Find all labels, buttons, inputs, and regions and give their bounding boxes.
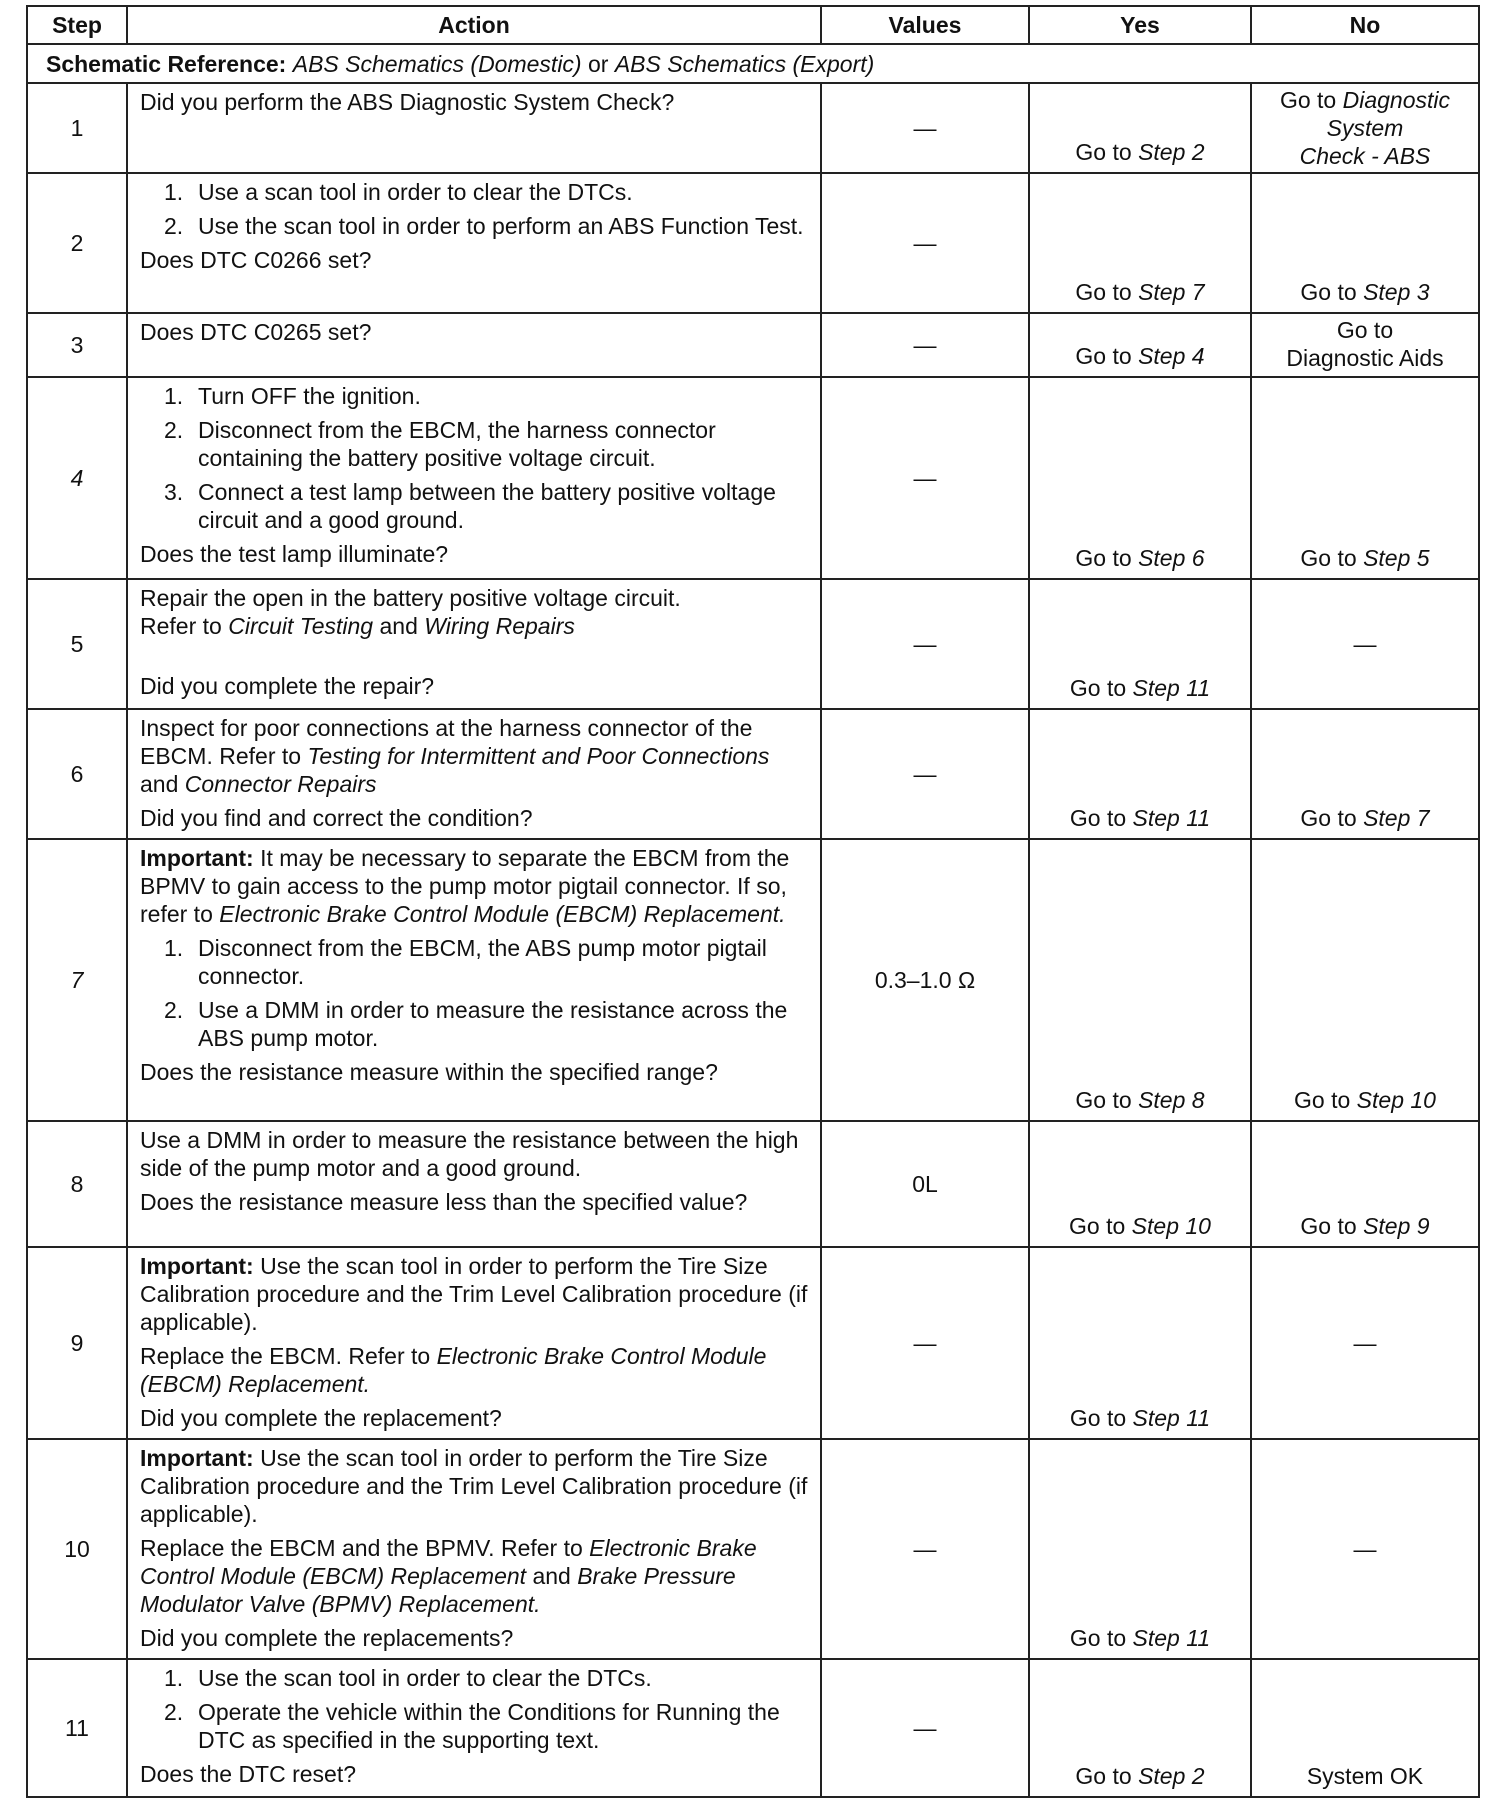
values-cell: —: [821, 83, 1029, 173]
no-step-link[interactable]: Step 5: [1363, 545, 1430, 571]
no-go-to: Go to: [1336, 317, 1394, 343]
no-cell: [1251, 83, 1479, 173]
table-row-step-3: [27, 313, 1479, 377]
yes-cell: [1029, 1439, 1251, 1659]
go-to-label: Go to: [1075, 1087, 1132, 1113]
go-to-label: Go to: [1294, 1087, 1351, 1113]
header-no: No: [1251, 6, 1479, 44]
action-question: Did you complete the replacement?: [140, 1405, 502, 1431]
yes-step-link[interactable]: Step 10: [1131, 1213, 1211, 1239]
no-cell: [1251, 313, 1479, 377]
action-question: Does the resistance measure within the specified range?: [140, 1059, 718, 1085]
step-number: 7: [27, 839, 127, 1121]
no-cell: —: [1251, 579, 1479, 709]
list-item: 1. Use the scan tool in order to clear the DTCs.: [164, 1665, 652, 1691]
action-text: Use a DMM in order to measure the resistance between the high side of the pump motor and a good ground.: [140, 1127, 799, 1181]
no-cell: [1251, 1121, 1479, 1247]
no-step-link[interactable]: Step 7: [1363, 805, 1430, 831]
yes-step-link[interactable]: Step 2: [1138, 1763, 1205, 1789]
link-ebcm-replacement[interactable]: Electronic Brake Control Module (EBCM) Replacement.: [219, 901, 786, 927]
important-label: Important:: [140, 1253, 254, 1279]
step-number: 5: [27, 579, 127, 709]
link-ebcm-replacement[interactable]: Electronic Brake Control Module (EBCM) Replacement: [140, 1535, 757, 1589]
table-row-step-9: [27, 1247, 1479, 1439]
action-question: Did you perform the ABS Diagnostic System Check?: [140, 89, 675, 115]
values-cell: —: [821, 313, 1029, 377]
values-cell: —: [821, 579, 1029, 709]
action-text: Replace the EBCM. Refer to Electronic Brake Control Module (EBCM) Replacement.: [140, 1343, 767, 1397]
go-to-label: Go to: [1300, 805, 1357, 831]
yes-cell: [1029, 1121, 1251, 1247]
yes-cell: [1029, 173, 1251, 313]
header-action: Action: [127, 6, 821, 44]
table-row-step-7: [27, 839, 1479, 1121]
step-number: 3: [27, 313, 127, 377]
no-link-line-2[interactable]: System: [1326, 115, 1404, 141]
values-cell: 0.3–1.0 Ω: [821, 839, 1029, 1121]
schematic-link-export[interactable]: ABS Schematics (Export): [614, 50, 875, 77]
step-number: 4: [27, 377, 127, 579]
yes-cell: [1029, 1659, 1251, 1797]
table-row-step-1: [27, 83, 1479, 173]
go-to-label: Go to: [1075, 279, 1132, 305]
step-number: 9: [27, 1247, 127, 1439]
action-cell: [127, 377, 821, 579]
action-question: Does the resistance measure less than the specified value?: [140, 1189, 748, 1215]
important-note: Important: It may be necessary to separate the EBCM from the BPMV to gain access to the pump motor pigtail connector. If so, refer to Electronic Brake Control Module (EBCM) Replacement.: [140, 845, 790, 927]
values-cell: —: [821, 173, 1029, 313]
yes-step-link[interactable]: Step 7: [1138, 279, 1205, 305]
go-to-label: Go to: [1279, 87, 1337, 113]
action-cell: [127, 1247, 821, 1439]
important-label: Important:: [140, 845, 254, 871]
diagnostic-table-document: [26, 5, 1478, 1798]
action-text: Repair the open in the battery positive voltage circuit.: [140, 585, 681, 611]
yes-cell: [1029, 83, 1251, 173]
action-list: [140, 178, 810, 240]
diagnostic-table: [26, 5, 1480, 1798]
list-item: 2. Use the scan tool in order to perform an ABS Function Test.: [164, 213, 804, 239]
go-to-label: Go to: [1300, 1213, 1357, 1239]
list-item: 3. Connect a test lamp between the battery positive voltage circuit and a good ground.: [164, 479, 776, 533]
link-testing-intermittent[interactable]: Testing for Intermittent and Poor Connections: [307, 743, 770, 769]
important-note: Important: Use the scan tool in order to perform the Tire Size Calibration procedure and the Trim Level Calibration procedure (if applicable).: [140, 1445, 808, 1527]
action-cell: [127, 1121, 821, 1247]
action-question: Did you complete the replacements?: [140, 1625, 514, 1651]
no-cell: System OK: [1251, 1659, 1479, 1797]
action-question: Does DTC C0265 set?: [140, 319, 372, 345]
values-cell: 0L: [821, 1121, 1029, 1247]
link-bpmv-replacement[interactable]: Brake Pressure Modulator Valve (BPMV) Replacement.: [140, 1563, 736, 1617]
yes-step-link[interactable]: Step 4: [1138, 343, 1205, 369]
yes-step-link[interactable]: Step 6: [1138, 545, 1205, 571]
no-cell: [1251, 709, 1479, 839]
action-cell: [127, 313, 821, 377]
action-question: Did you find and correct the condition?: [140, 805, 533, 831]
go-to-label: Go to: [1300, 545, 1357, 571]
yes-step-link[interactable]: Step 11: [1132, 675, 1211, 701]
table-row-step-11: [27, 1659, 1479, 1797]
yes-cell: [1029, 709, 1251, 839]
no-link-diagnostic-system-check[interactable]: Diagnostic: [1342, 87, 1451, 113]
go-to-label: Go to: [1069, 675, 1127, 701]
go-to-label: Go to: [1075, 343, 1132, 369]
yes-cell: [1029, 313, 1251, 377]
table-row-step-2: [27, 173, 1479, 313]
go-to-label: Go to: [1069, 805, 1127, 831]
action-text: Replace the EBCM and the BPMV. Refer to Electronic Brake Control Module (EBCM) Replacement and Brake Pressure Modulator Valve (BPMV) Replacement.: [140, 1535, 757, 1617]
step-number: 2: [27, 173, 127, 313]
yes-step-link[interactable]: Step 2: [1138, 139, 1205, 165]
action-question: Did you complete the repair?: [140, 673, 435, 699]
yes-step-link[interactable]: Step 11: [1132, 805, 1211, 831]
action-question: Does the DTC reset?: [140, 1761, 357, 1787]
step-number: 6: [27, 709, 127, 839]
list-item: 1. Disconnect from the EBCM, the ABS pump motor pigtail connector.: [164, 935, 767, 989]
step-number: 1: [27, 83, 127, 173]
go-to-label: Go to: [1300, 279, 1357, 305]
action-cell: [127, 173, 821, 313]
action-list: [140, 1664, 810, 1754]
no-step-link[interactable]: Step 3: [1363, 279, 1430, 305]
yes-step-link[interactable]: Step 8: [1138, 1087, 1205, 1113]
header-row: [27, 6, 1479, 44]
list-item: 2. Operate the vehicle within the Conditions for Running the DTC as specified in the supporting text.: [164, 1699, 780, 1753]
values-cell: —: [821, 377, 1029, 579]
schematic-or: or: [587, 50, 609, 77]
yes-step-link[interactable]: Step 11: [1132, 1625, 1211, 1651]
yes-step-link[interactable]: Step 11: [1132, 1405, 1211, 1431]
action-text-refer: Refer to Circuit Testing and Wiring Repairs: [140, 613, 575, 639]
schematic-reference: [27, 44, 1479, 83]
table-row-step-10: [27, 1439, 1479, 1659]
no-cell: [1251, 173, 1479, 313]
action-list: [140, 934, 810, 1052]
link-ebcm-replacement[interactable]: Electronic Brake Control Module (EBCM) Replacement.: [140, 1343, 767, 1397]
no-cell: —: [1251, 1439, 1479, 1659]
yes-cell: [1029, 579, 1251, 709]
no-cell: [1251, 377, 1479, 579]
action-cell: [127, 579, 821, 709]
action-cell: [127, 1439, 821, 1659]
go-to-label: Go to: [1075, 139, 1132, 165]
step-number: 10: [27, 1439, 127, 1659]
go-to-label: Go to: [1069, 1213, 1126, 1239]
header-yes: Yes: [1029, 6, 1251, 44]
schematic-reference-row: [27, 44, 1479, 83]
no-cell: —: [1251, 1247, 1479, 1439]
action-list: [140, 382, 810, 534]
link-wiring-repairs[interactable]: Wiring Repairs: [424, 613, 575, 639]
list-item: 1. Turn OFF the ignition.: [164, 383, 421, 409]
no-step-link[interactable]: Step 9: [1363, 1213, 1430, 1239]
list-item: 2. Disconnect from the EBCM, the harness connector containing the battery positive voltage circuit.: [164, 417, 716, 471]
values-cell: —: [821, 1659, 1029, 1797]
no-link-line-3[interactable]: Check - ABS: [1299, 143, 1431, 169]
values-cell: —: [821, 1247, 1029, 1439]
list-item: 2. Use a DMM in order to measure the resistance across the ABS pump motor.: [164, 997, 788, 1051]
values-cell: —: [821, 1439, 1029, 1659]
action-question: Does the test lamp illuminate?: [140, 541, 449, 567]
header-values: Values: [821, 6, 1029, 44]
go-to-label: Go to: [1069, 1625, 1127, 1651]
link-connector-repairs[interactable]: Connector Repairs: [184, 771, 377, 797]
list-item: 1. Use a scan tool in order to clear the DTCs.: [164, 179, 633, 205]
yes-cell: [1029, 1247, 1251, 1439]
go-to-label: Go to: [1069, 1405, 1127, 1431]
schematic-reference-label: Schematic Reference:: [46, 50, 287, 77]
step-number: 8: [27, 1121, 127, 1247]
table-row-step-5: [27, 579, 1479, 709]
no-step-link[interactable]: Step 10: [1356, 1087, 1436, 1113]
yes-cell: [1029, 839, 1251, 1121]
table-row-step-8: [27, 1121, 1479, 1247]
go-to-label: Go to: [1075, 1763, 1132, 1789]
no-link-diagnostic-aids[interactable]: Diagnostic Aids: [1286, 345, 1444, 371]
table-row-step-4: [27, 377, 1479, 579]
action-question: Does DTC C0266 set?: [140, 247, 372, 273]
important-label: Important:: [140, 1445, 254, 1471]
step-number: 11: [27, 1659, 127, 1797]
link-circuit-testing[interactable]: Circuit Testing: [228, 613, 374, 639]
action-cell: [127, 83, 821, 173]
action-cell: [127, 839, 821, 1121]
schematic-link-domestic[interactable]: ABS Schematics (Domestic): [292, 50, 582, 77]
yes-cell: [1029, 377, 1251, 579]
action-cell: [127, 1659, 821, 1797]
no-cell: [1251, 839, 1479, 1121]
action-cell: [127, 709, 821, 839]
table-row-step-6: [27, 709, 1479, 839]
header-step: Step: [27, 6, 127, 44]
action-text: Inspect for poor connections at the harness connector of the EBCM. Refer to Testing for Intermittent and Poor Connections and Connector Repairs: [140, 715, 770, 797]
important-note: Important: Use the scan tool in order to perform the Tire Size Calibration procedure and the Trim Level Calibration procedure (if applicable).: [140, 1253, 808, 1335]
go-to-label: Go to: [1075, 545, 1132, 571]
values-cell: —: [821, 709, 1029, 839]
